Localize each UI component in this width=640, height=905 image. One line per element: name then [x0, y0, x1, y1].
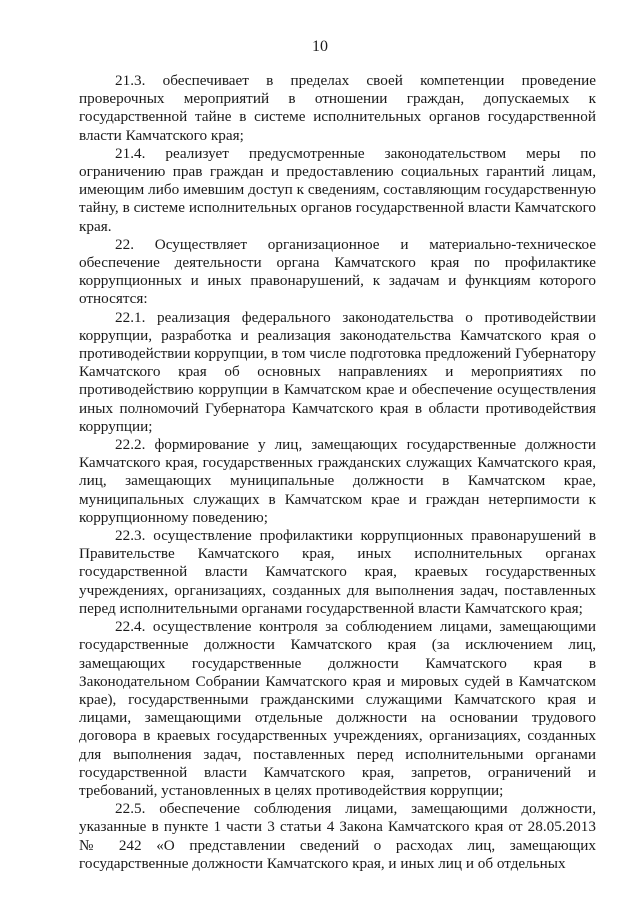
document-body: [79, 72, 596, 873]
paragraph-22: 22. Осуществляет организационное и материально-техническое обеспечение деятельности органа Камчатского края по профилактике коррупционных и иных правонарушений, к задачам и функциям которого относятся:: [79, 235, 596, 308]
paragraph-22-5: 22.5. обеспечение соблюдения лицами, замещающими должности, указанные в пункте 1 части 3 статьи 4 Закона Камчатского края от 28.05.2013 № 242 «О представлении сведений о расходах лиц, замещающих государственные должности Камчатского края, и иных лиц и об отдельных: [79, 800, 596, 872]
paragraph-22-3: 22.3. осуществление профилактики коррупционных правонарушений в Правительстве Камчатского края, иных исполнительных органах государственной власти Камчатского края, краевых государственных учреждениях, организациях, созданных для выполнения задач, поставленных перед исполнительными органами государственной власти Камчатского края;: [79, 527, 596, 617]
paragraph-22-4: 22.4. осуществление контроля за соблюдением лицами, замещающими государственные должности Камчатского края (за исключением лиц, замещающих государственные должности Камчатского края в Законодательном Собрании Камчатского края и мировых судей в Камчатском крае), государственными гражданскими служащими Камчатского края и лицами, замещающими отдельные должности на основании трудового договора в краевых государственных учреждениях, организациях, созданных для выполнения задач, поставленных перед исполнительными органами государственной власти Камчатского края, запретов, ограничений и требований, установленных в целях противодействия коррупции;: [79, 618, 596, 799]
page-number: 10: [312, 38, 328, 55]
paragraph-22-2: 22.2. формирование у лиц, замещающих государственные должности Камчатского края, государственных гражданских служащих Камчатского края, лиц, замещающих муниципальные должности в Камчатском крае, муниципальных служащих в Камчатском крае и граждан нетерпимости к коррупционному поведению;: [79, 436, 596, 526]
paragraph-21-4: 21.4. реализует предусмотренные законодательством меры по ограничению прав граждан и предоставлению социальных гарантий лицам, имеющим либо имевшим доступ к сведениям, составляющим государственную тайну, в системе исполнительных органов государственной власти Камчатского края.: [79, 144, 596, 235]
paragraph-22-1: 22.1. реализация федерального законодательства о противодействии коррупции, разработка и реализация законодательства Камчатского края о противодействии коррупции, в том числе подготовка предложений Губернатору Камчатского края об основных направлениях и мероприятиях по противодействию коррупции в Камчатском крае и обеспечение осуществления иных полномочий Губернатора Камчатского края в области противодействия коррупции;: [79, 308, 597, 435]
paragraph-21-3: 21.3. обеспечивает в пределах своей компетенции проведение проверочных мероприятий в отношении граждан, допускаемых к государственной тайне в системе исполнительных органов государственной власти Камчатского края;: [79, 72, 596, 144]
